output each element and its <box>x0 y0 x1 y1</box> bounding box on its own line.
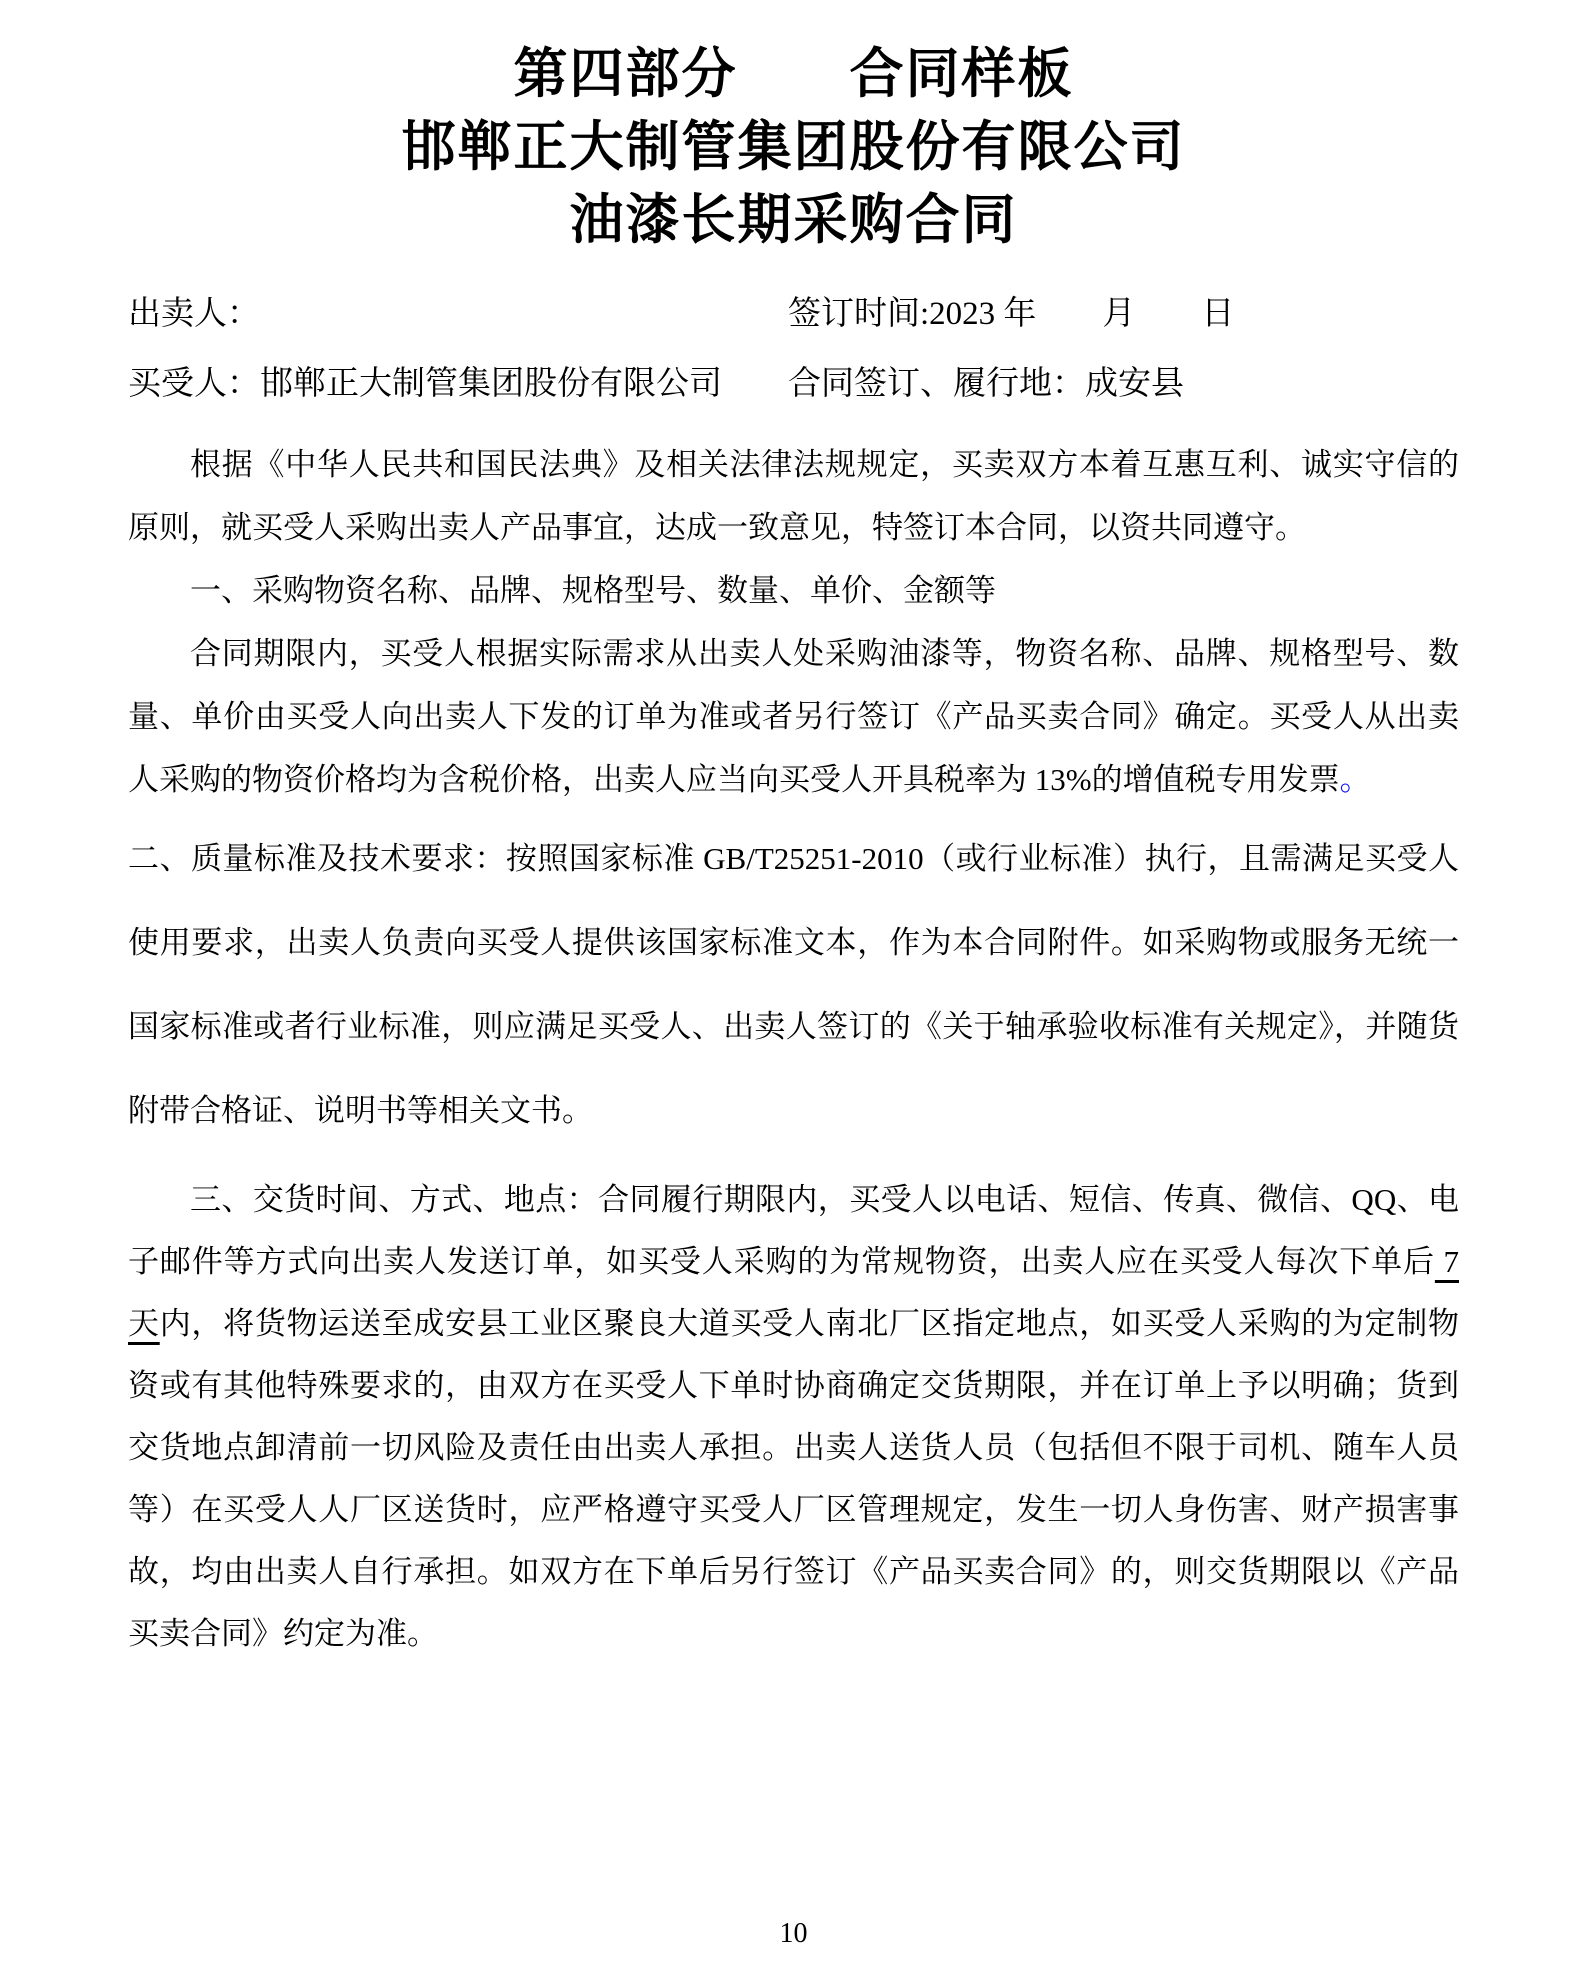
sign-place-label: 合同签订、履行地：成安县 <box>788 366 1184 402</box>
sign-time-label: 签订时间:2023 年 月 日 <box>788 296 1235 332</box>
paragraph-section-2: 二、质量标准及技术要求：按照国家标准 GB/T25251-2010（或行业标准）执行，且需满足买受人使用要求，出卖人负责向买受人提供该国家标准文本，作为本合同附件。如采购物或服务无统一国家标准或者行业标准，则应满足买受人、出卖人签订的《关于轴承验收标准有关规定》，并随货附带合格证、说明书等相关文书。 <box>128 841 1459 1128</box>
paragraph-section-1 <box>128 622 1459 811</box>
section-1-heading: 一、采购物资名称、品牌、规格型号、数量、单价、金额等 <box>190 573 996 608</box>
document-title-company: 邯郸正大制管集团股份有限公司 <box>401 117 1186 177</box>
document-title-part: 第四部分 合同样板 <box>513 44 1074 104</box>
document-title-contract: 油漆长期采购合同 <box>569 190 1018 250</box>
paragraph-preamble: 根据《中华人民共和国民法典》及相关法律法规规定，买卖双方本着互惠互利、诚实守信的原则，就买受人采购出卖人产品事宜，达成一致意见，特签订本合同，以资共同遵守。 <box>128 447 1459 545</box>
header-row-1 <box>128 279 1459 349</box>
section-3-text-before: 三、交货时间、方式、地点：合同履行期限内，买受人以电话、短信、传真、微信、QQ、电子邮件等方式向出卖人发送订单，如买受人采购的为常规物资，出卖人应在买受人每次下单后 <box>128 1182 1459 1279</box>
contract-header <box>128 279 1459 419</box>
section-3-text-after: 内，将货物运送至成安县工业区聚良大道买受人南北厂区指定地点，如买受人采购的为定制物资或有其他特殊要求的，由双方在买受人下单时协商确定交货期限，并在订单上予以明确；货到交货地点卸清前一切风险及责任由出卖人承担。出卖人送货人员（包括但不限于司机、随车人员等）在买受人人厂区送货时，应严格遵守买受人厂区管理规定，发生一切人身伤害、财产损害事故，均由出卖人自行承担。如双方在下单后另行签订《产品买卖合同》的，则交货期限以《产品买卖合同》约定为准。 <box>128 1306 1460 1651</box>
paragraph-section-3 <box>128 1169 1459 1665</box>
section-1-text: 合同期限内，买受人根据实际需求从出卖人处采购油漆等，物资名称、品牌、规格型号、数量、单价由买受人向出卖人下发的订单为准或者另行签订《产品买卖合同》确定。买受人从出卖人采购的物资价格均为含税价格，出卖人应当向买受人开具税率为 13%的增值税专用发票 <box>128 636 1459 797</box>
title-block <box>128 30 1459 257</box>
header-row-2 <box>128 349 1459 419</box>
contract-body <box>128 433 1459 1665</box>
page-number: 10 <box>779 1918 808 1949</box>
underlined-7-days: 7 天 <box>128 1244 1459 1341</box>
seller-label: 出卖人： <box>128 296 260 332</box>
blue-period-mark: 。 <box>1339 762 1371 797</box>
buyer-label: 买受人：邯郸正大制管集团股份有限公司 <box>128 366 722 402</box>
